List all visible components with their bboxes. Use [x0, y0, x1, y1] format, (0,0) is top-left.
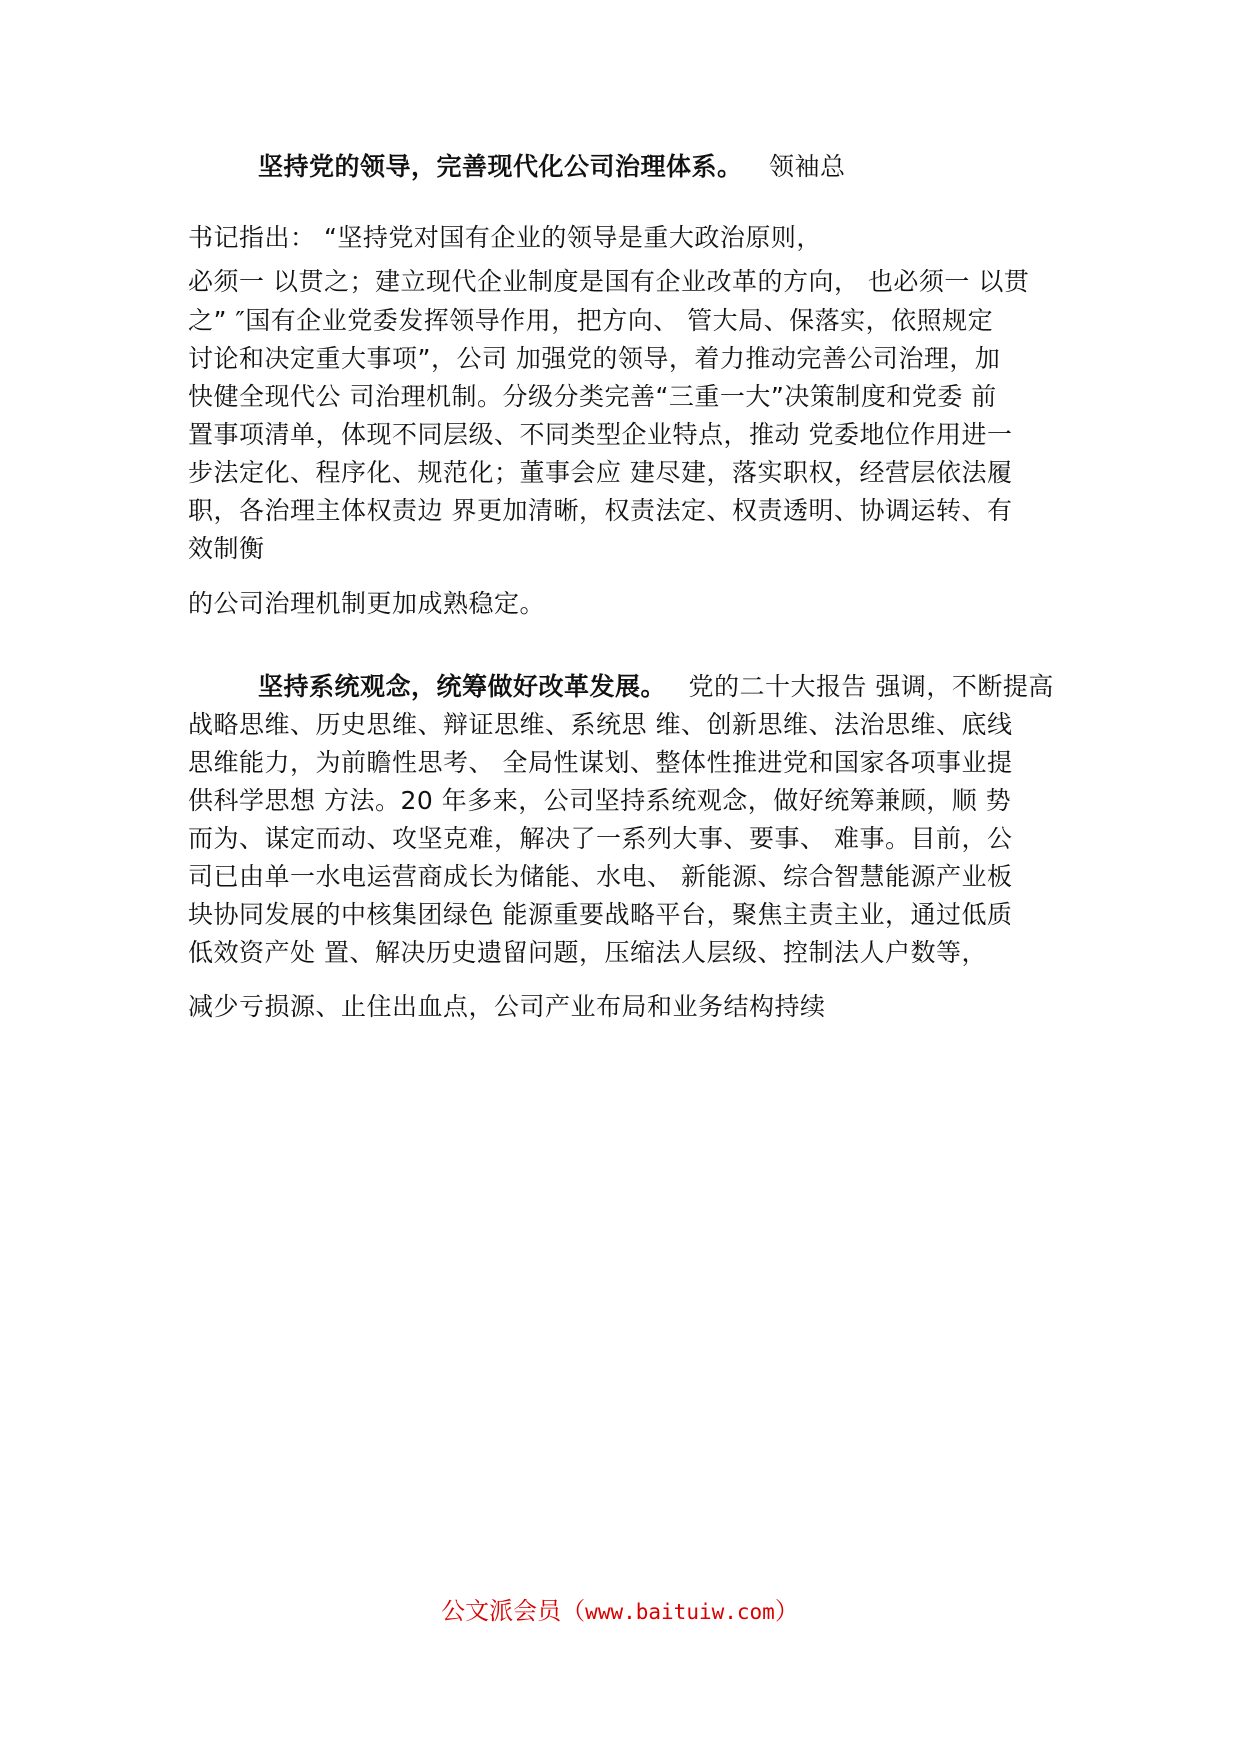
paragraph-line: 司已由单一水电运营商成长为储能、水电、 新能源、综合智慧能源产业板 — [188, 862, 1013, 891]
section2-heading-line — [258, 670, 1054, 704]
section1-heading: 坚持党的领导，完善现代化公司治理体系。 — [258, 152, 743, 181]
paragraph-line: 思维能力，为前瞻性思考、 全局性谋划、整体性推进党和国家各项事业提 — [188, 748, 1013, 777]
footer-url-link[interactable]: www.baituiw.com — [585, 1600, 775, 1624]
paragraph-line: 减少亏损源、止住出血点，公司产业布局和业务结构持续 — [188, 992, 826, 1021]
paragraph-line: 职，各治理主体权责边 界更加清晰，权责法定、权责透明、协调运转、有 — [188, 496, 1013, 525]
footer-close: ） — [774, 1597, 799, 1625]
paragraph-line: 低效资产处 置、解决历史遗留问题，压缩法人层级、控制法人户数等， — [188, 938, 987, 967]
paragraph-line: 置事项清单，体现不同层级、不同类型企业特点，推动 党委地位作用进一 — [188, 420, 1013, 449]
paragraph-line: 的公司治理机制更加成熟稳定。 — [188, 589, 546, 618]
paragraph-line: 步法定化、程序化、规范化；董事会应 建尽建，落实职权，经营层依法履 — [188, 458, 1013, 487]
paragraph-line: 讨论和决定重大事项”，公司 加强党的领导，着力推动完善公司治理，加 — [188, 344, 1001, 373]
section1-heading-line — [258, 150, 845, 184]
paragraph-line: 效制衡 — [188, 534, 265, 563]
paragraph-line: 之” ″国有企业党委发挥领导作用，把方向、 管大局、保落实，依照规定 — [188, 306, 994, 335]
section2-heading: 坚持系统观念，统筹做好改革发展。 — [258, 672, 667, 701]
paragraph-line: 书记指出： “坚持党对国有企业的领导是重大政治原则， — [188, 223, 822, 252]
footer-watermark — [0, 1595, 1240, 1628]
footer-label: 公文派会员（ — [441, 1597, 586, 1625]
paragraph-line: 快健全现代公 司治理机制。分级分类完善“三重一大”决策制度和党委 前 — [188, 382, 997, 411]
section1-heading-tail: 领袖总 — [768, 152, 846, 181]
paragraph-line: 必须一 以贯之；建立现代企业制度是国有企业改革的方向， 也必须一 以贯 — [188, 267, 1030, 296]
paragraph-line: 块协同发展的中核集团绿色 能源重要战略平台，聚焦主责主业，通过低质 — [188, 900, 1013, 929]
section2-heading-tail: 党的二十大报告 强调，不断提高 — [688, 672, 1054, 701]
paragraph-line: 供科学思想 方法。20 年多来，公司坚持系统观念，做好统筹兼顾，顺 势 — [188, 786, 1012, 815]
paragraph-line: 战略思维、历史思维、辩证思维、系统思 维、创新思维、法治思维、底线 — [188, 710, 1013, 739]
paragraph-line: 而为、谋定而动、攻坚克难，解决了一系列大事、要事、 难事。目前，公 — [188, 824, 1013, 853]
